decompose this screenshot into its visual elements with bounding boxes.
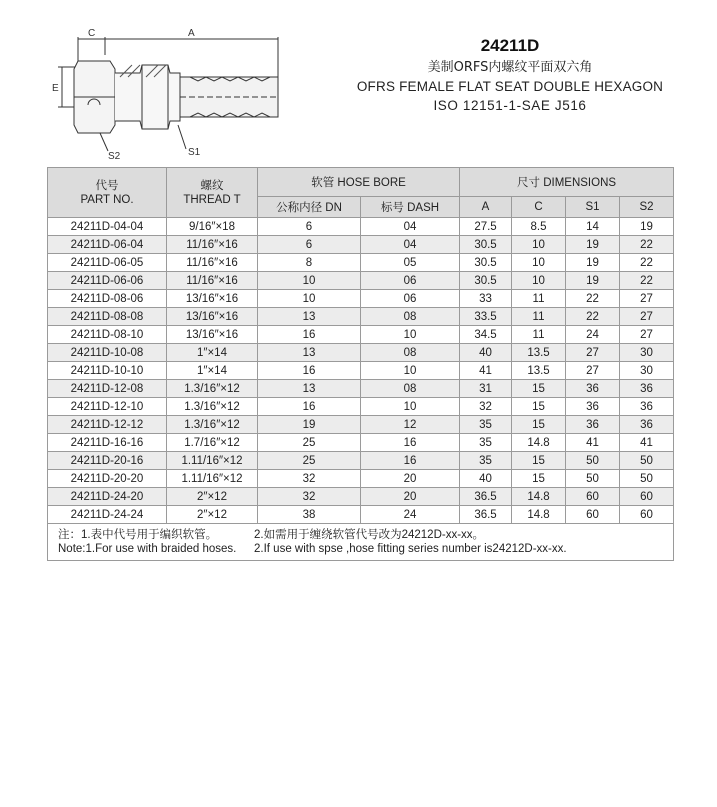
table-row [48,362,674,380]
table-row [48,380,674,398]
table-cell: 24211D-04-04 [48,218,167,236]
table-cell: 8 [258,254,361,272]
table-row [48,398,674,416]
table-cell: 14 [566,218,620,236]
table-cell: 1″×14 [167,362,258,380]
table-cell: 16 [258,362,361,380]
table-cell: 10 [512,236,566,254]
table-cell: 30.5 [460,236,512,254]
table-cell: 10 [361,398,460,416]
table-row [48,452,674,470]
table-cell: 24211D-24-20 [48,488,167,506]
table-cell: 40 [460,470,512,488]
table-cell: 1″×14 [167,344,258,362]
table-cell: 24211D-20-16 [48,452,167,470]
table-cell: 24211D-08-10 [48,326,167,344]
note-en-2: 2.If use with spse ,hose fitting series number is24212D-xx-xx. [254,543,567,555]
table-row [48,218,674,236]
table-cell: 24211D-16-16 [48,434,167,452]
table-row [48,236,674,254]
table-cell: 60 [566,506,620,524]
table-row [48,254,674,272]
notes [48,524,674,561]
table-cell: 2″×12 [167,488,258,506]
table-cell: 20 [361,488,460,506]
s1-label: S1 [188,147,201,158]
table-cell: 06 [361,290,460,308]
table-cell: 50 [566,470,620,488]
table-cell: 10 [361,362,460,380]
table-row [48,308,674,326]
table-cell: 04 [361,236,460,254]
table-cell: 11 [512,308,566,326]
table-cell: 24211D-06-06 [48,272,167,290]
table-cell: 20 [361,470,460,488]
header-s2: S2 [620,197,674,218]
table-row [48,470,674,488]
table-row [48,326,674,344]
table-cell: 1.11/16″×12 [167,470,258,488]
table-cell: 19 [620,218,674,236]
header-dimensions: 尺寸 DIMENSIONS [460,168,674,197]
table-cell: 36 [620,416,674,434]
table-cell: 14.8 [512,506,566,524]
table-cell: 35 [460,434,512,452]
table-cell: 11/16″×16 [167,254,258,272]
table-cell: 24211D-10-10 [48,362,167,380]
table-cell: 33.5 [460,308,512,326]
table-cell: 41 [460,362,512,380]
table-cell: 32 [258,470,361,488]
table-cell: 60 [566,488,620,506]
table-cell: 13/16″×16 [167,290,258,308]
fitting-drawing [50,25,310,165]
table-cell: 11/16″×16 [167,236,258,254]
table-cell: 15 [512,416,566,434]
table-cell: 10 [512,272,566,290]
table-cell: 22 [620,236,674,254]
table-cell: 08 [361,380,460,398]
table-cell: 22 [620,272,674,290]
table-cell: 25 [258,452,361,470]
table-cell: 14.8 [512,488,566,506]
table-cell: 30.5 [460,254,512,272]
table-cell: 24211D-10-08 [48,344,167,362]
table-cell: 24 [566,326,620,344]
table-cell: 1.3/16″×12 [167,398,258,416]
table-cell: 60 [620,488,674,506]
standard-reference: ISO 12151-1-SAE J516 [433,98,587,113]
table-cell: 15 [512,470,566,488]
table-cell: 50 [566,452,620,470]
header-hose-bore: 软管 HOSE BORE [258,168,460,197]
note-cn-1: 注：1.表中代号用于编织软管。 [58,529,218,541]
table-cell: 34.5 [460,326,512,344]
table-cell: 13/16″×16 [167,308,258,326]
table-row [48,488,674,506]
dim-e-label: E [52,83,59,94]
header-part-no: 代号 PART NO. [48,168,167,218]
title-chinese: 美制ORFS内螺纹平面双六角 [427,60,593,75]
table-cell: 24211D-06-05 [48,254,167,272]
note-en-1: Note:1.For use with braided hoses. [58,543,237,555]
product-heading [330,36,690,115]
table-cell: 14.8 [512,434,566,452]
table-cell: 10 [258,290,361,308]
table-cell: 13/16″×16 [167,326,258,344]
table-cell: 24211D-12-10 [48,398,167,416]
table-cell: 1.11/16″×12 [167,452,258,470]
table-row [48,506,674,524]
table-cell: 1.7/16″×12 [167,434,258,452]
table-cell: 13.5 [512,362,566,380]
table-cell: 33 [460,290,512,308]
table-cell: 24211D-06-04 [48,236,167,254]
table-cell: 13 [258,380,361,398]
table-cell: 24211D-12-12 [48,416,167,434]
table-cell: 27 [620,290,674,308]
table-cell: 24211D-12-08 [48,380,167,398]
table-cell: 13.5 [512,344,566,362]
table-cell: 9/16″×18 [167,218,258,236]
table-cell: 22 [566,290,620,308]
table-cell: 11 [512,326,566,344]
table-cell: 6 [258,218,361,236]
table-cell: 22 [566,308,620,326]
table-cell: 19 [566,272,620,290]
table-cell: 36 [566,416,620,434]
table-cell: 36.5 [460,488,512,506]
table-cell: 50 [620,470,674,488]
table-cell: 40 [460,344,512,362]
table-cell: 27.5 [460,218,512,236]
table-cell: 6 [258,236,361,254]
table-row [48,434,674,452]
table-cell: 35 [460,452,512,470]
table-cell: 11/16″×16 [167,272,258,290]
header-thread: 螺纹 THREAD T [167,168,258,218]
table-cell: 36 [566,380,620,398]
table-cell: 25 [258,434,361,452]
note-cn-2: 2.如需用于缠绕软管代号改为24212D-xx-xx。 [254,529,485,541]
header-s1: S1 [566,197,620,218]
spec-table [47,167,674,561]
table-cell: 22 [620,254,674,272]
table-cell: 24211D-08-06 [48,290,167,308]
table-cell: 24 [361,506,460,524]
table-cell: 36 [620,398,674,416]
table-cell: 15 [512,380,566,398]
table-cell: 08 [361,308,460,326]
header-c: C [512,197,566,218]
dim-c-label: C [88,28,96,39]
table-cell: 32 [258,488,361,506]
table-cell: 41 [620,434,674,452]
table-cell: 1.3/16″×12 [167,416,258,434]
table-cell: 06 [361,272,460,290]
table-cell: 15 [512,452,566,470]
s2-label: S2 [108,151,121,162]
table-cell: 35 [460,416,512,434]
table-cell: 27 [620,326,674,344]
table-cell: 27 [620,308,674,326]
table-cell: 16 [258,326,361,344]
table-cell: 10 [361,326,460,344]
table-cell: 36.5 [460,506,512,524]
table-cell: 31 [460,380,512,398]
table-cell: 12 [361,416,460,434]
table-cell: 19 [566,236,620,254]
table-cell: 11 [512,290,566,308]
table-cell: 2″×12 [167,506,258,524]
table-row [48,290,674,308]
table-cell: 13 [258,344,361,362]
table-cell: 30 [620,362,674,380]
dim-a-label: A [188,28,195,39]
table-cell: 41 [566,434,620,452]
table-cell: 30 [620,344,674,362]
header-dn: 公称内径 DN [258,197,361,218]
table-cell: 30.5 [460,272,512,290]
table-cell: 50 [620,452,674,470]
table-cell: 04 [361,218,460,236]
title-english: OFRS FEMALE FLAT SEAT DOUBLE HEXAGON [356,79,664,94]
header-dash: 标号 DASH [361,197,460,218]
table-cell: 8.5 [512,218,566,236]
table-row [48,344,674,362]
table-cell: 32 [460,398,512,416]
table-row [48,272,674,290]
table-cell: 27 [566,344,620,362]
table-cell: 05 [361,254,460,272]
table-cell: 10 [258,272,361,290]
table-cell: 24211D-20-20 [48,470,167,488]
table-cell: 15 [512,398,566,416]
table-cell: 19 [566,254,620,272]
table-cell: 19 [258,416,361,434]
table-cell: 24211D-08-08 [48,308,167,326]
table-cell: 60 [620,506,674,524]
table-row [48,416,674,434]
model-number: 24211D [480,36,540,55]
table-cell: 08 [361,344,460,362]
table-cell: 1.3/16″×12 [167,380,258,398]
table-cell: 13 [258,308,361,326]
table-cell: 16 [361,452,460,470]
table-cell: 27 [566,362,620,380]
table-cell: 16 [361,434,460,452]
table-cell: 24211D-24-24 [48,506,167,524]
table-cell: 10 [512,254,566,272]
table-cell: 38 [258,506,361,524]
table-cell: 36 [620,380,674,398]
table-cell: 16 [258,398,361,416]
header-a: A [460,197,512,218]
table-cell: 36 [566,398,620,416]
